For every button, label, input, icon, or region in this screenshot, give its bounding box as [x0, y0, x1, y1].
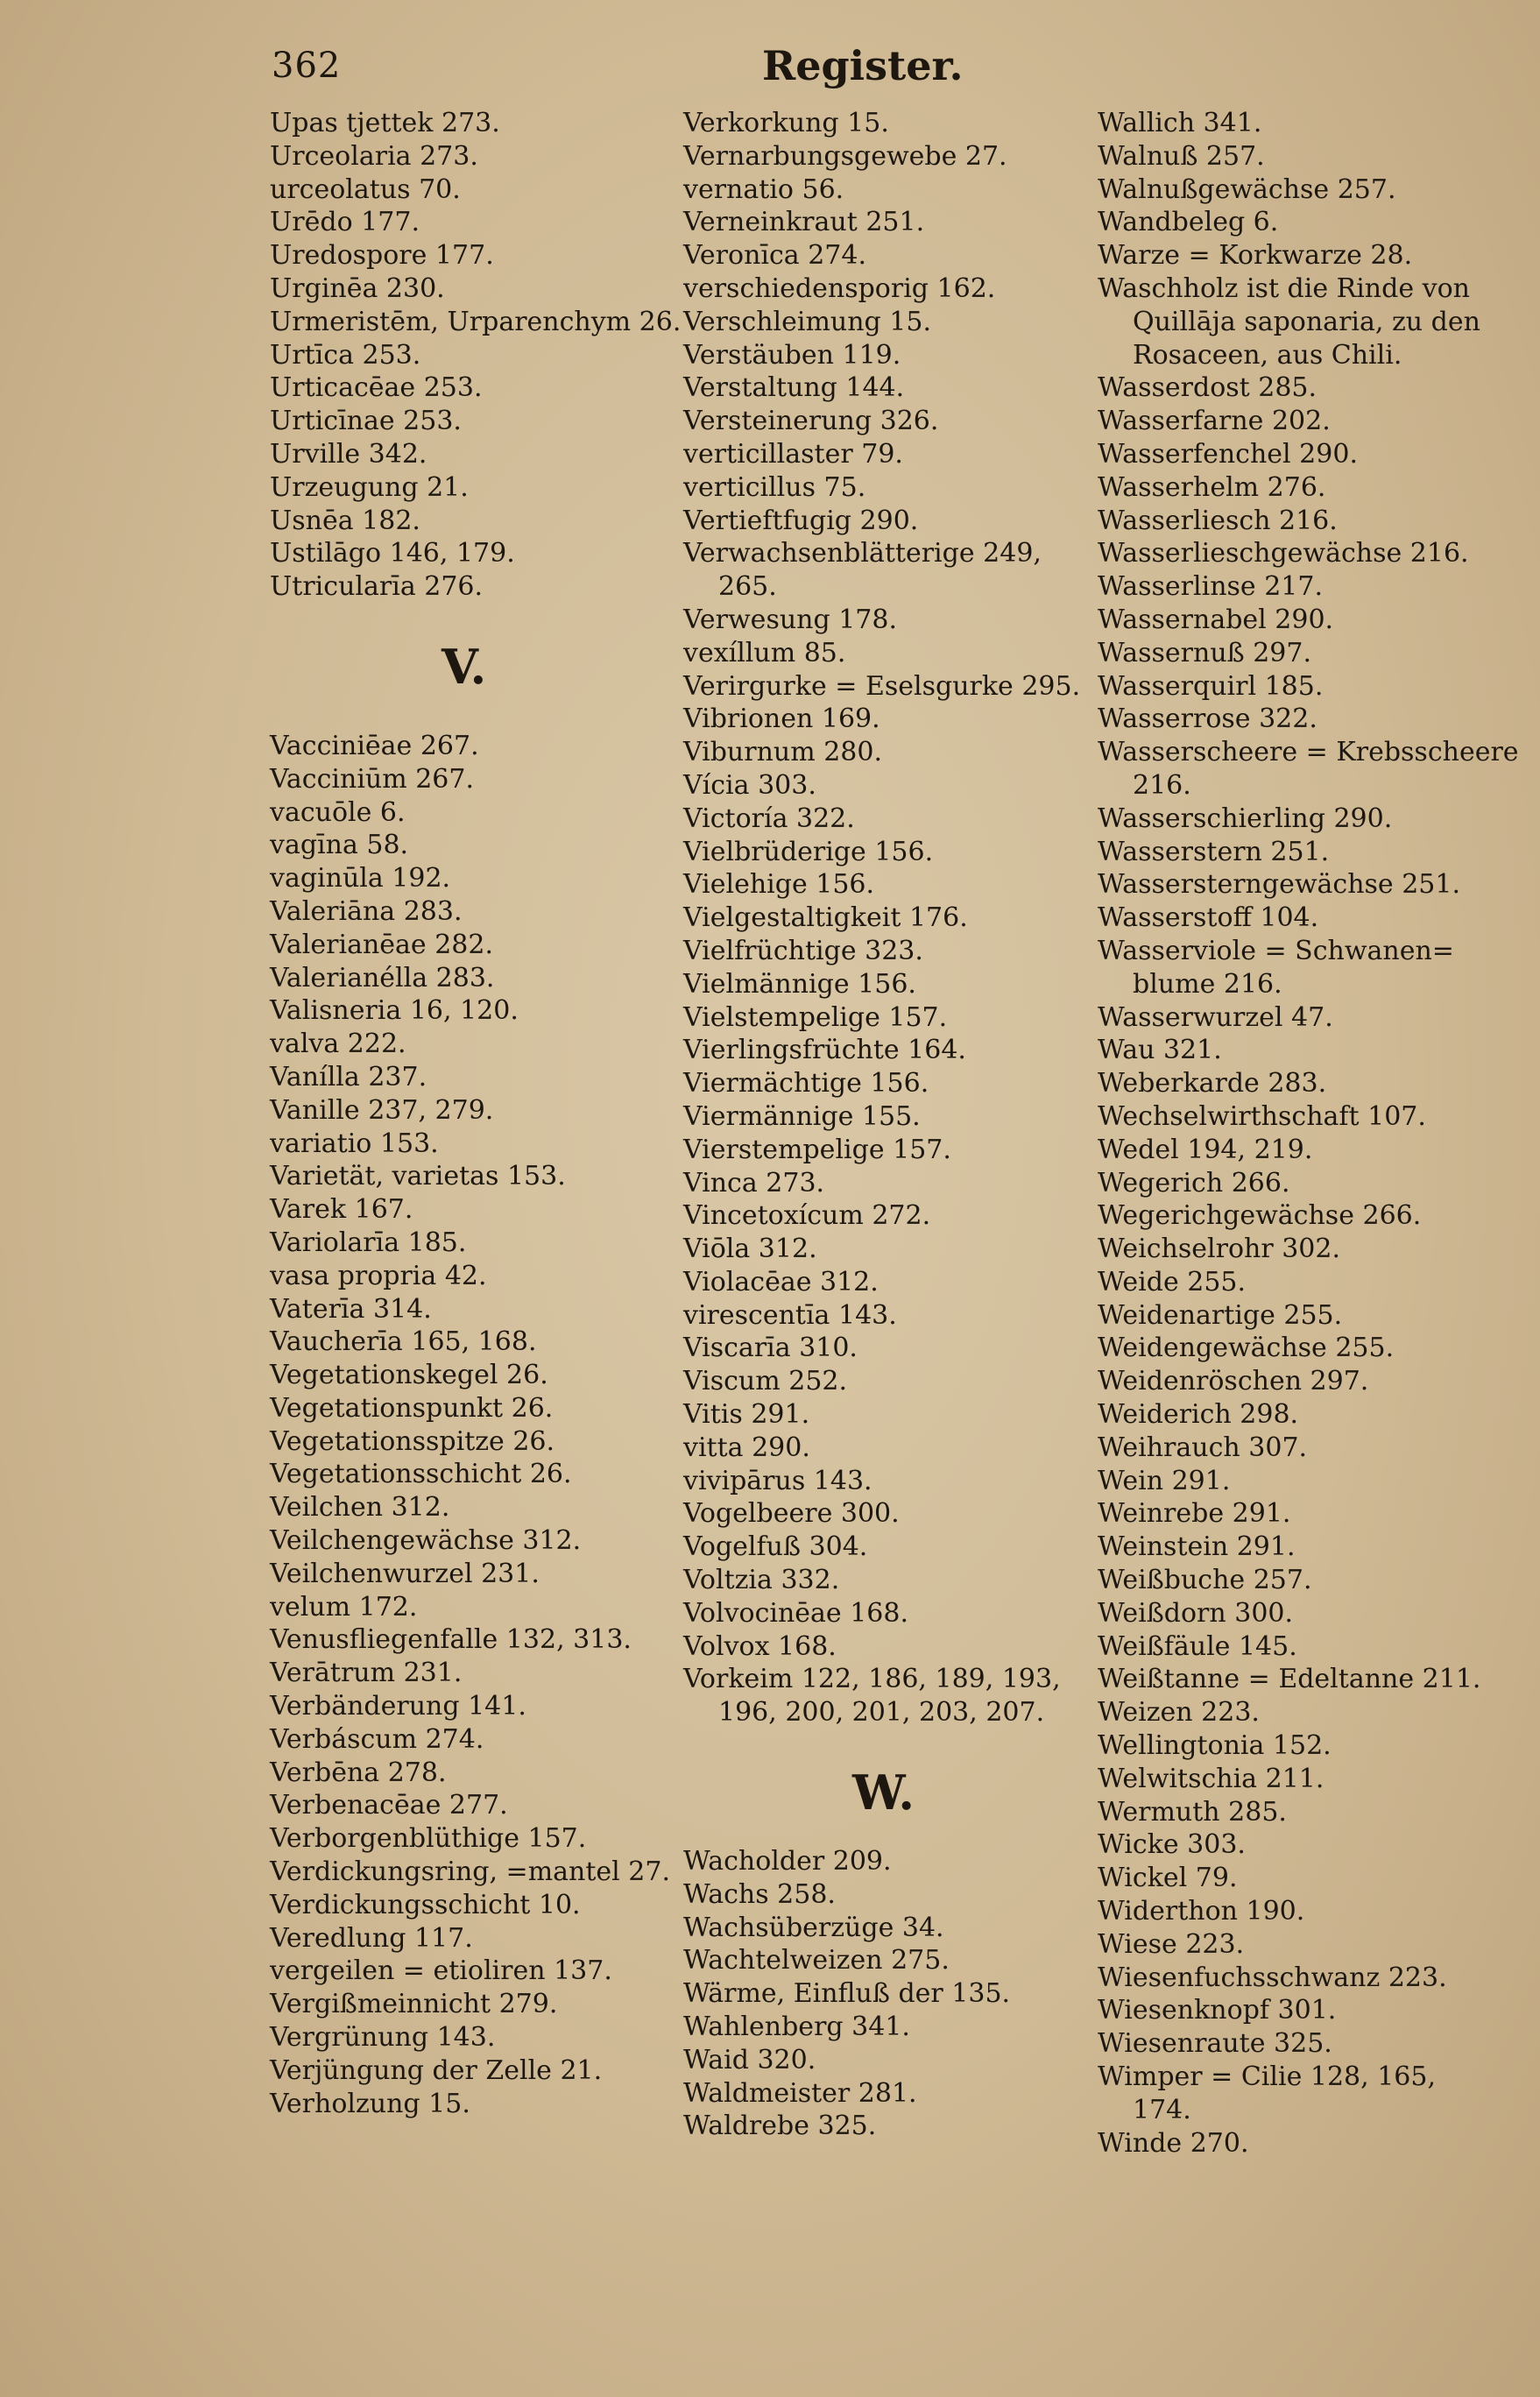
index-entry-multiline [1098, 2061, 1518, 2127]
index-entry: vergeilen = etioliren 137. [270, 1955, 612, 1987]
index-entry: Vegetationspunkt 26. [270, 1392, 554, 1424]
index-entry: Vielmännige 156. [683, 968, 916, 1000]
entry-continuation: blume 216. [1133, 968, 1282, 1000]
index-entry: Vibrionen 169. [683, 704, 880, 735]
index-entry-multiline [1098, 736, 1518, 803]
index-entry: Waid 320. [683, 2044, 816, 2075]
index-entry: Wickel 79. [1098, 1863, 1238, 1894]
index-entry: Vegetationskegel 26. [270, 1360, 548, 1391]
index-entry: Viōla 312. [683, 1234, 817, 1265]
index-entry: Verbenacēae 277. [270, 1790, 508, 1821]
index-entry: Valerianélla 283. [270, 962, 495, 993]
index-entry: vasa propria 42. [270, 1260, 487, 1291]
section-letter-v: V. [442, 638, 487, 695]
index-entry: Uredospore 177. [270, 240, 494, 272]
index-entry: Violacēae 312. [683, 1266, 879, 1297]
index-entry: vivipārus 143. [683, 1465, 872, 1496]
index-entry: Vincetoxícum 272. [683, 1200, 931, 1232]
index-entry: Weichselrohr 302. [1098, 1234, 1341, 1265]
index-entry: Verbēna 278. [270, 1757, 447, 1788]
index-entry: Urginēa 230. [270, 272, 445, 304]
index-entry: Wassersterngewächse 251. [1098, 869, 1460, 901]
index-entry: Waldmeister 281. [683, 2077, 917, 2109]
index-entry: Vaterīa 314. [270, 1293, 432, 1325]
index-entry: Widerthon 190. [1098, 1896, 1305, 1927]
index-entry: Walnußgewächse 257. [1098, 173, 1396, 205]
index-entry: Valeriāna 283. [270, 895, 463, 927]
index-entry: Vegetationsschicht 26. [270, 1459, 572, 1490]
index-entry: Veilchenwurzel 231. [270, 1558, 540, 1589]
index-entry: Wechselwirthschaft 107. [1098, 1100, 1426, 1132]
index-entry: Urticacēae 253. [270, 372, 483, 404]
index-entry: Weidenartige 255. [1098, 1299, 1343, 1331]
index-entry: Wellingtonia 152. [1098, 1730, 1332, 1762]
index-entry: Vielehige 156. [683, 869, 875, 901]
index-entry: Voltzia 332. [683, 1565, 840, 1596]
index-entry: Weizen 223. [1098, 1697, 1260, 1729]
index-entry: Utricularīa 276. [270, 571, 484, 603]
index-entry: Versteinerung 326. [683, 406, 939, 437]
entry-list-w [683, 1845, 1099, 2143]
index-entry: Wiesenknopf 301. [1098, 1995, 1337, 2026]
index-entry: Vogelfuß 304. [683, 1531, 868, 1563]
index-entry: Wiesenraute 325. [1098, 2028, 1332, 2060]
index-entry: Wasserlieschgewächse 216. [1098, 538, 1469, 569]
index-entry: Verbänderung 141. [270, 1691, 526, 1722]
index-entry: Urceolaria 273. [270, 140, 478, 172]
index-entry: Valisneria 16, 120. [270, 995, 519, 1027]
index-column-3 [1098, 107, 1518, 2160]
index-entry: urceolatus 70. [270, 173, 461, 205]
index-entry: Verātrum 231. [270, 1658, 463, 1689]
entry-list-u [270, 107, 682, 604]
entry-list-ver [683, 107, 1099, 1729]
index-entry: Vícia 303. [683, 769, 816, 801]
index-entry: Wasserwurzel 47. [1098, 1001, 1333, 1033]
index-entry: Urēdo 177. [270, 207, 420, 238]
index-entry: Vernarbungsgewebe 27. [683, 140, 1007, 172]
index-entry: Weidengewächse 255. [1098, 1333, 1395, 1364]
index-entry: Wasserquirl 185. [1098, 670, 1324, 702]
index-column-1 [270, 107, 682, 2120]
index-entry: Vierlingsfrüchte 164. [683, 1035, 966, 1066]
index-entry: Verneinkraut 251. [683, 207, 925, 238]
entry-line: Wasserviole = Schwanen= [1098, 935, 1454, 966]
index-entry: Varek 167. [270, 1194, 413, 1226]
index-entry: vexíllum 85. [683, 637, 846, 668]
index-entry: Verstaltung 144. [683, 372, 905, 404]
index-entry: Wegerichgewächse 266. [1098, 1200, 1422, 1232]
index-entry-multiline [1098, 272, 1518, 371]
index-entry: Wasserfenchel 290. [1098, 438, 1358, 470]
index-entry: Wasserfarne 202. [1098, 406, 1331, 437]
index-entry: Verborgenblüthige 157. [270, 1823, 587, 1855]
index-entry: Viburnum 280. [683, 737, 883, 768]
index-entry: Vitis 291. [683, 1399, 810, 1431]
index-entry: Weberkarde 283. [1098, 1068, 1327, 1100]
index-entry: Wermuth 285. [1098, 1796, 1287, 1828]
index-entry: Wegerich 266. [1098, 1167, 1290, 1198]
index-entry: Ustilāgo 146, 179. [270, 538, 515, 569]
index-entry: Weinstein 291. [1098, 1531, 1296, 1563]
entry-line: Vorkeim 122, 186, 189, 193, [683, 1664, 1061, 1695]
index-entry: Wasserlinse 217. [1098, 571, 1323, 603]
index-entry: verticillaster 79. [683, 438, 903, 470]
index-entry: Veilchen 312. [270, 1492, 450, 1524]
index-entry: Veilchengewächse 312. [270, 1525, 582, 1557]
entry-continuation: Quillāja saponaria, zu den [1133, 306, 1480, 337]
index-entry: Venusfliegenfalle 132, 313. [270, 1624, 632, 1656]
index-entry: Vanílla 237. [270, 1061, 427, 1092]
index-entry: Verkorkung 15. [683, 108, 889, 138]
index-entry: Wahlenberg 341. [683, 2012, 910, 2043]
index-entry: Weihrauch 307. [1098, 1432, 1308, 1463]
index-entry: Wasserrose 322. [1098, 704, 1317, 735]
index-entry: Usnēa 182. [270, 505, 420, 536]
index-entry: Viscum 252. [683, 1366, 848, 1397]
index-entry: Vergrünung 143. [270, 2022, 496, 2054]
entry-line: Verwachsenblätterige 249, [683, 538, 1042, 569]
entry-list-v [270, 730, 682, 2120]
entry-line: Wimper = Cilie 128, 165, [1098, 2061, 1437, 2093]
index-entry: Weißdorn 300. [1098, 1597, 1294, 1629]
index-entry: Vergißmeinnicht 279. [270, 1989, 558, 2020]
index-entry: Verschleimung 15. [683, 306, 932, 337]
index-entry: vernatio 56. [683, 173, 844, 205]
index-entry: Waldrebe 325. [683, 2111, 877, 2142]
entry-continuation: 265. [718, 571, 777, 603]
index-entry: Varietät, varietas 153. [270, 1161, 566, 1192]
index-entry: Vielfrüchtige 323. [683, 935, 923, 966]
index-entry-multiline [683, 1663, 1099, 1729]
index-entry: verschiedensporig 162. [683, 272, 996, 304]
index-entry: Viermächtige 156. [683, 1068, 929, 1100]
index-entry: Valerianēae 282. [270, 929, 494, 960]
index-entry: Vogelbeere 300. [683, 1498, 900, 1530]
index-entry: valva 222. [270, 1029, 406, 1060]
index-entry: Weißtanne = Edeltanne 211. [1098, 1664, 1481, 1695]
index-entry: vitta 290. [683, 1432, 810, 1463]
index-entry: Weißfäule 145. [1098, 1630, 1297, 1662]
index-entry: Weide 255. [1098, 1266, 1247, 1297]
index-entry: Weiderich 298. [1098, 1399, 1299, 1431]
index-entry: vaginūla 192. [270, 863, 451, 894]
section-letter-w: W. [852, 1764, 915, 1821]
index-entry: Wallich 341. [1098, 108, 1262, 138]
index-entry: Vielstempelige 157. [683, 1001, 948, 1033]
index-entry: Upas tjettek 273. [270, 108, 500, 138]
index-entry: virescentīa 143. [683, 1299, 897, 1331]
index-entry: vagīna 58. [270, 830, 409, 861]
index-entry: Weidenröschen 297. [1098, 1366, 1369, 1397]
index-entry: Verwesung 178. [683, 604, 898, 635]
index-entry: velum 172. [270, 1591, 418, 1623]
index-entry: Vertieftfugig 290. [683, 505, 919, 536]
index-entry: Vacciniēae 267. [270, 730, 479, 761]
index-entry: Verholzung 15. [270, 2088, 470, 2119]
index-entry-multiline [683, 537, 1099, 604]
index-entry: vacuōle 6. [270, 796, 406, 828]
index-entry: Wachsüberzüge 34. [683, 1912, 944, 1943]
entry-continuation: 216. [1133, 769, 1191, 801]
index-entry: Viermännige 155. [683, 1100, 921, 1132]
index-entry: Wasserliesch 216. [1098, 505, 1338, 536]
index-entry: Wasserstern 251. [1098, 836, 1330, 867]
running-head: Register. [762, 42, 964, 89]
index-entry: Wedel 194, 219. [1098, 1134, 1313, 1165]
index-entry: Wasserstoff 104. [1098, 902, 1319, 934]
index-entry: variatio 153. [270, 1128, 439, 1159]
index-entry: Vinca 273. [683, 1167, 825, 1198]
index-entry: Vielbrüderige 156. [683, 836, 934, 867]
index-entry: Urville 342. [270, 438, 427, 470]
index-entry: Wasserschierling 290. [1098, 803, 1393, 834]
index-entry: Veronīca 274. [683, 240, 867, 272]
index-entry: Vanille 237, 279. [270, 1094, 494, 1126]
index-entry: Vierstempelige 157. [683, 1134, 951, 1165]
index-entry: Wiesenfuchsschwanz 223. [1098, 1962, 1447, 1993]
index-entry: Veredlung 117. [270, 1922, 473, 1954]
index-entry: Urticīnae 253. [270, 406, 462, 437]
entry-line: Wasserscheere = Krebsscheere [1098, 737, 1519, 768]
index-entry: Verirgurke = Eselsgurke 295. [683, 670, 1081, 702]
index-entry: Winde 270. [1098, 2127, 1249, 2159]
index-entry: Wicke 303. [1098, 1829, 1246, 1861]
index-entry: Verdickungsring, =mantel 27. [270, 1856, 671, 1888]
index-entry: verticillus 75. [683, 471, 866, 503]
index-entry: Wärme, Einfluß der 135. [683, 1978, 1011, 2010]
index-entry: Vacciniūm 267. [270, 763, 475, 795]
index-entry: Wiese 223. [1098, 1928, 1245, 1960]
entry-continuation: Rosaceen, aus Chili. [1133, 339, 1402, 371]
index-entry: Warze = Korkwarze 28. [1098, 240, 1413, 272]
index-entry: Vielgestaltigkeit 176. [683, 902, 968, 934]
index-entry: Volvocinēae 168. [683, 1597, 909, 1629]
index-entry: Urtīca 253. [270, 339, 421, 371]
index-entry: Wassernabel 290. [1098, 604, 1334, 635]
index-entry: Wachs 258. [683, 1878, 836, 1910]
index-entry: Wein 291. [1098, 1465, 1231, 1496]
index-entry: Verdickungsschicht 10. [270, 1889, 581, 1920]
page-number: 362 [272, 46, 342, 86]
index-entry: Victoría 322. [683, 803, 855, 834]
index-entry: Wassernuß 297. [1098, 637, 1312, 668]
index-entry: Viscarīa 310. [683, 1333, 858, 1364]
index-entry: Wau 321. [1098, 1035, 1222, 1066]
index-entry: Verjüngung der Zelle 21. [270, 2054, 603, 2086]
index-entry: Wacholder 209. [683, 1846, 892, 1877]
index-entry: Volvox 168. [683, 1630, 837, 1662]
entry-line: Waschholz ist die Rinde von [1098, 272, 1470, 304]
index-entry: Verbáscum 274. [270, 1723, 484, 1755]
index-entry: Wasserdost 285. [1098, 372, 1317, 404]
index-entry: Wandbeleg 6. [1098, 207, 1279, 238]
index-entry: Welwitschia 211. [1098, 1763, 1325, 1794]
index-entry: Urzeugung 21. [270, 471, 469, 503]
index-entry-multiline [1098, 935, 1518, 1001]
index-entry: Vegetationsspitze 26. [270, 1425, 555, 1457]
index-entry: Weißbuche 257. [1098, 1565, 1312, 1596]
index-entry: Walnuß 257. [1098, 140, 1265, 172]
index-column-2 [683, 107, 1099, 2143]
index-entry: Vaucherīa 165, 168. [270, 1326, 537, 1358]
index-entry: Weinrebe 291. [1098, 1498, 1291, 1530]
index-entry: Wachtelweizen 275. [683, 1945, 950, 1976]
index-entry: Urmeristēm, Urparenchym 26. [270, 306, 682, 337]
entry-continuation: 196, 200, 201, 203, 207. [718, 1697, 1045, 1729]
entry-continuation: 174. [1133, 2094, 1191, 2125]
index-entry: Wasserhelm 276. [1098, 471, 1326, 503]
index-entry: Verstäuben 119. [683, 339, 901, 371]
index-entry: Variolarīa 185. [270, 1227, 467, 1258]
